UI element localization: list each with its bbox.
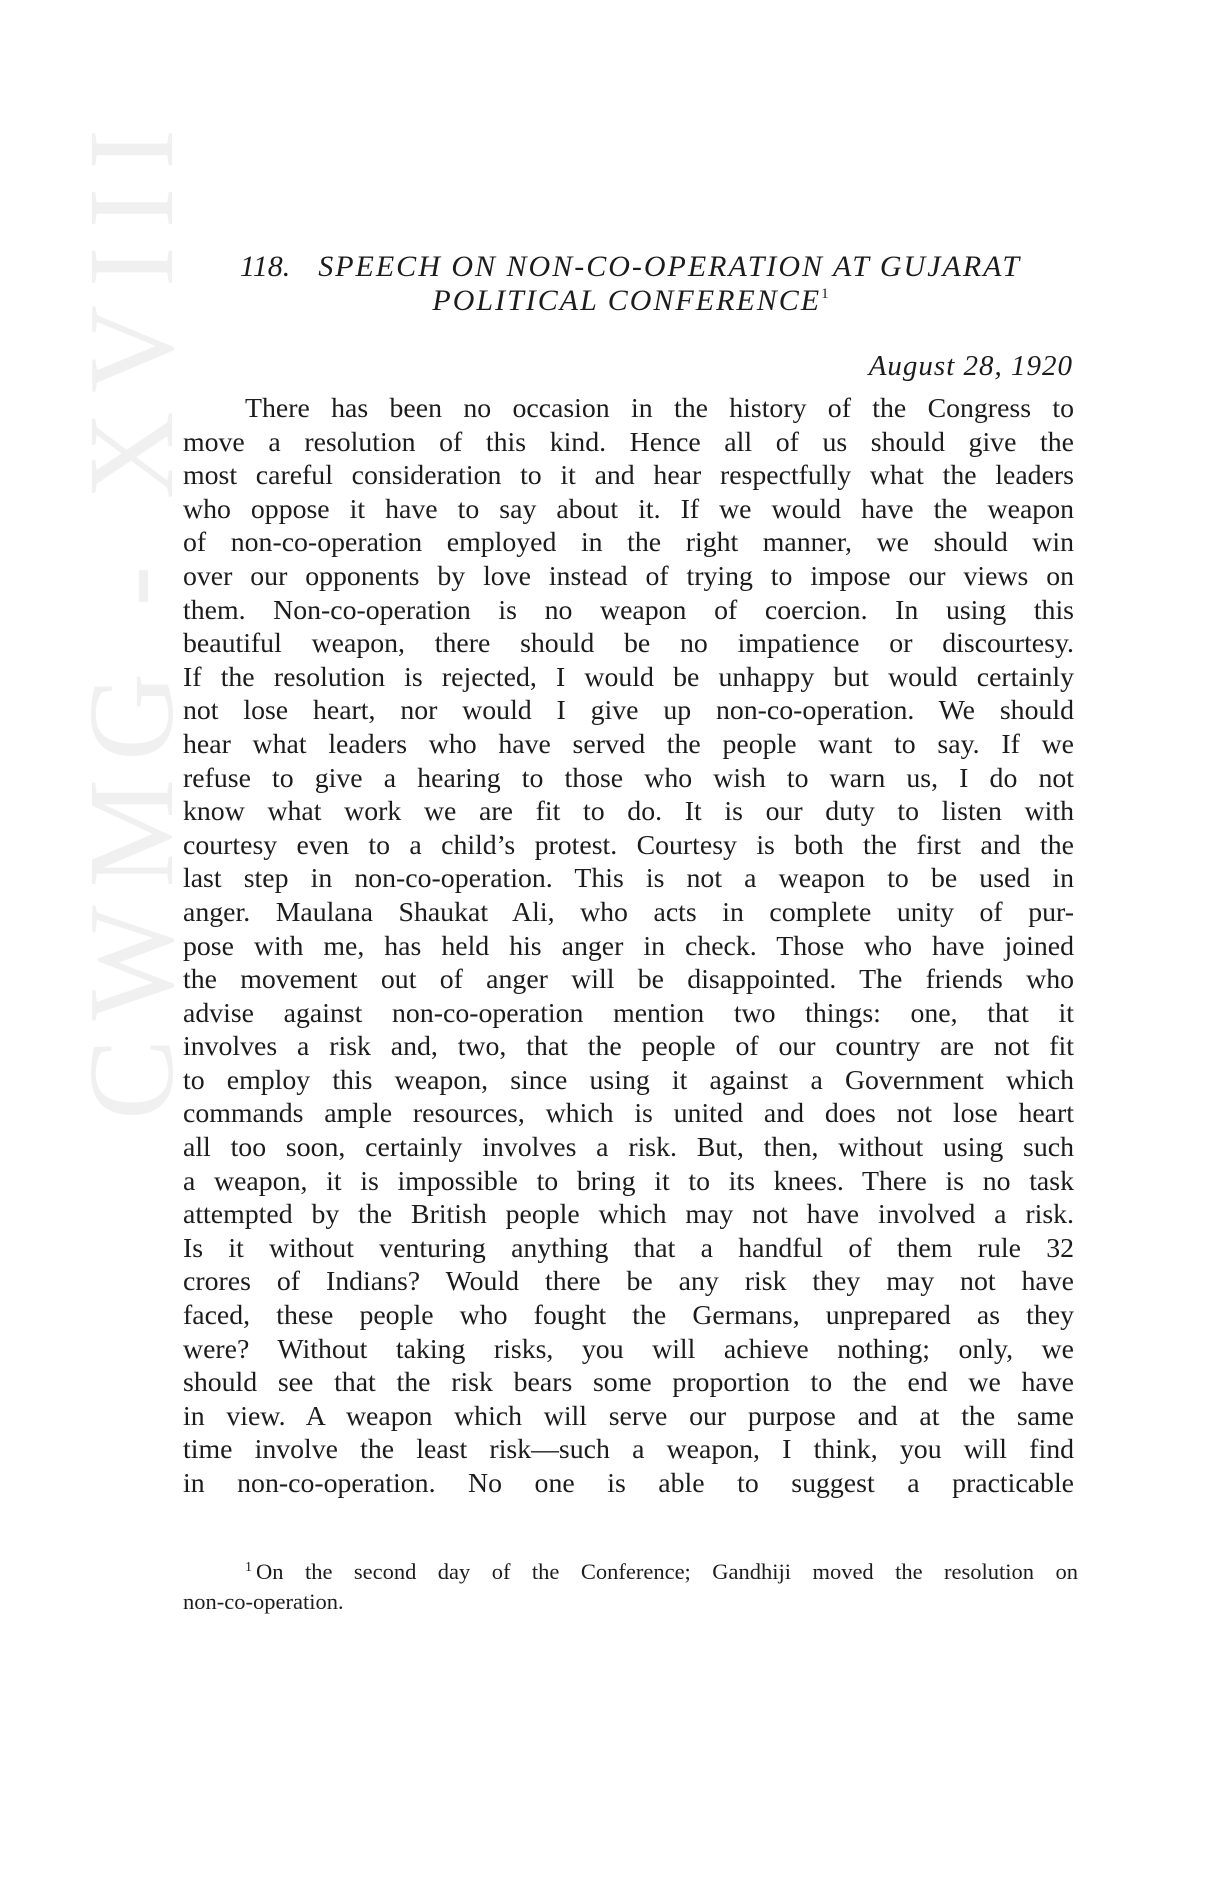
footnote-line-1	[183, 1557, 1078, 1587]
body-line: know what work we are fit to do. It is our duty to listen with	[183, 796, 1074, 828]
body-line: attempted by the British people which may not have involved a risk.	[183, 1199, 1074, 1231]
body-line: anger. Maulana Shaukat Ali, who acts in complete unity of pur-	[183, 896, 1074, 928]
title-footnote-marker: 1	[821, 286, 829, 302]
body-line: crores of Indians? Would there be any risk they may not have	[183, 1266, 1074, 1298]
body-line: in view. A weapon which will serve our purpose and at the same	[183, 1400, 1074, 1432]
body-line: involves a risk and, two, that the people of our country are not fit	[183, 1031, 1074, 1063]
body-line: move a resolution of this kind. Hence all of us should give the	[183, 426, 1074, 458]
body-line: Is it without venturing anything that a handful of them rule 32	[183, 1232, 1074, 1264]
body-line: should see that the risk bears some proportion to the end we have	[183, 1367, 1074, 1399]
body-line: all too soon, certainly involves a risk. But, then, without using such	[183, 1132, 1074, 1164]
watermark-text: CWMG - XVIII	[64, 111, 199, 1120]
body-line: faced, these people who fought the Germans, unprepared as they	[183, 1300, 1074, 1332]
body-line: beautiful weapon, there should be no impatience or discourtesy.	[183, 628, 1074, 660]
body-line: last step in non-co-operation. This is not a weapon to be used in	[183, 863, 1074, 895]
body-line: time involve the least risk—such a weapon, I think, you will find	[183, 1434, 1074, 1466]
body-line: commands ample resources, which is united and does not lose heart	[183, 1098, 1074, 1130]
body-line: were? Without taking risks, you will achieve nothing; only, we	[183, 1333, 1074, 1365]
title-line-1	[183, 250, 1078, 284]
body-line: most careful consideration to it and hear respectfully what the leaders	[183, 460, 1074, 492]
body-line: over our opponents by love instead of trying to impose our views on	[183, 560, 1074, 592]
body-line: of non-co-operation employed in the right manner, we should win	[183, 527, 1074, 559]
title-text-2: POLITICAL CONFERENCE	[432, 284, 822, 317]
body-line: advise against non-co-operation mention two things: one, that it	[183, 997, 1074, 1029]
footnote-marker: 1	[245, 1560, 252, 1575]
body-line: to employ this weapon, since using it against a Government which	[183, 1064, 1074, 1096]
footnote-line-2: non-co-operation.	[183, 1589, 344, 1614]
body-line: courtesy even to a child’s protest. Courtesy is both the first and the	[183, 829, 1074, 861]
speech-date: August 28, 1920	[868, 350, 1073, 382]
body-line: them. Non-co-operation is no weapon of coercion. In using this	[183, 594, 1074, 626]
footnote	[183, 1557, 1078, 1617]
title-text-1: SPEECH ON NON-CO-OPERATION AT GUJARAT	[318, 250, 1022, 283]
speech-number: 118.	[239, 250, 291, 283]
footnote-text-1: On the second day of the Conference; Gandhiji moved the resolution on	[256, 1559, 1078, 1584]
body-line: pose with me, has held his anger in check. Those who have joined	[183, 930, 1074, 962]
body-line: refuse to give a hearing to those who wish to warn us, I do not	[183, 762, 1074, 794]
body-line: who oppose it have to say about it. If we would have the weapon	[183, 493, 1074, 525]
body-line: in non-co-operation. No one is able to suggest a practicable	[183, 1468, 1074, 1499]
body-line: not lose heart, nor would I give up non-co-operation. We should	[183, 695, 1074, 727]
speech-body	[183, 392, 1074, 1501]
page-title	[183, 250, 1078, 318]
title-line-2	[183, 284, 1078, 318]
body-line: a weapon, it is impossible to bring it to its knees. There is no task	[183, 1165, 1074, 1197]
body-line: There has been no occasion in the history of the Congress to	[245, 393, 1074, 424]
body-line: the movement out of anger will be disappointed. The friends who	[183, 964, 1074, 996]
body-line: hear what leaders who have served the people want to say. If we	[183, 728, 1074, 760]
body-line: If the resolution is rejected, I would be unhappy but would certainly	[183, 661, 1074, 693]
